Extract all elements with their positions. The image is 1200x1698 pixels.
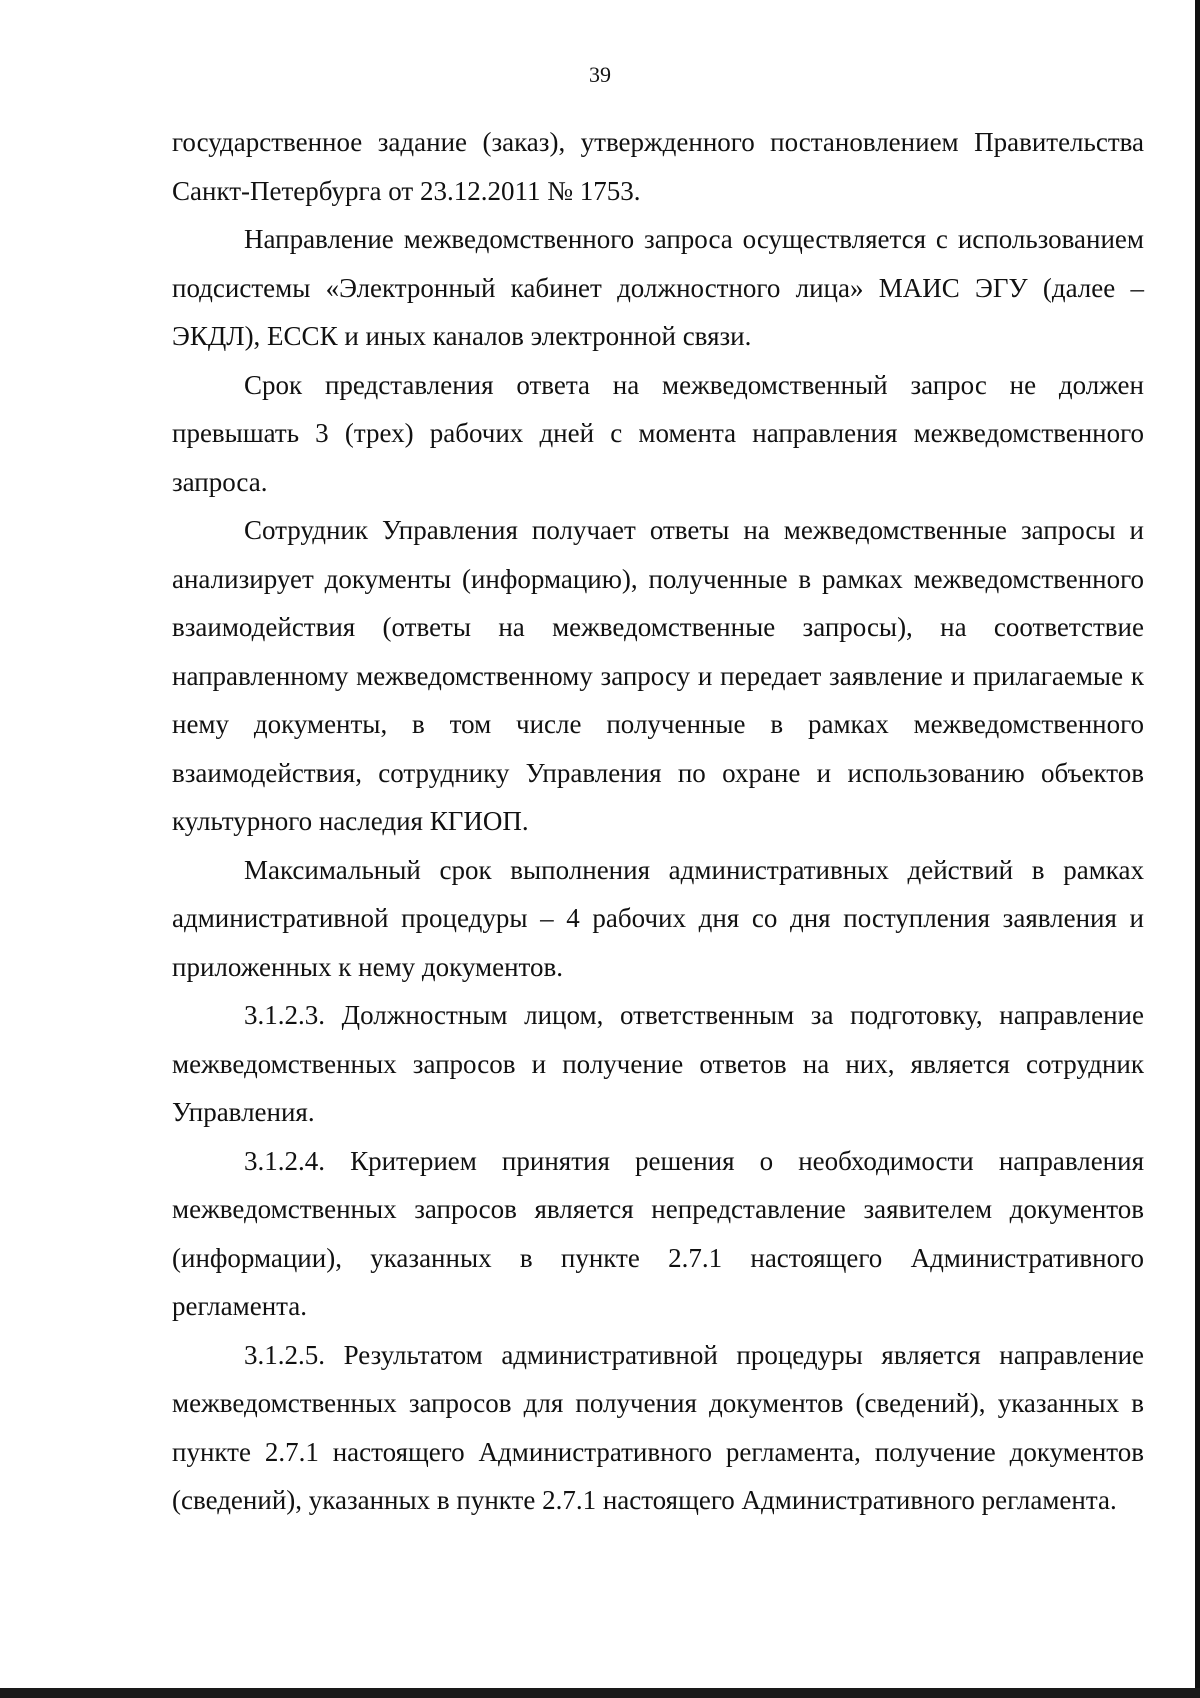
- paragraph-3-1-2-5: 3.1.2.5. Результатом административной процедуры является направление межведомственных запросов для получения документов (сведений), указанных в пункте 2.7.1 настоящего Административного регламента, получение документов (сведений), указанных в пункте 2.7.1 настоящего Административного регламента.: [172, 1339, 1144, 1515]
- document-body: [172, 118, 1144, 1525]
- paragraph-1-continuation: государственное задание (заказ), утвержденного постановлением Правительства Санкт-Петербурга от 23.12.2011 № 1753.: [172, 127, 1144, 206]
- page-number: 39: [589, 62, 611, 87]
- scan-edge-bottom: [0, 1688, 1200, 1698]
- scan-edge-right: [1195, 0, 1200, 1698]
- paragraph-3-1-2-3: 3.1.2.3. Должностным лицом, ответственным за подготовку, направление межведомственных запросов и получение ответов на них, является сотрудник Управления.: [172, 1000, 1144, 1127]
- paragraph-2: Направление межведомственного запроса осуществляется с использованием подсистемы «Электронный кабинет должностного лица» МАИС ЭГУ (далее – ЭКДЛ), ЕССК и иных каналов электронной связи.: [172, 224, 1144, 351]
- paragraph-4: Сотрудник Управления получает ответы на межведомственные запросы и анализирует документы (информацию), полученные в рамках межведомственного взаимодействия (ответы на межведомственные запросы), на соответствие направленному межведомственному запросу и передает заявление и прилагаемые к нему документы, в том числе полученные в рамках межведомственного взаимодействия, сотруднику Управления по охране и использованию объектов культурного наследия КГИОП.: [172, 515, 1144, 836]
- paragraph-3-1-2-4: 3.1.2.4. Критерием принятия решения о необходимости направления межведомственных запросов является непредставление заявителем документов (информации), указанных в пункте 2.7.1 настоящего Административного регламента.: [172, 1145, 1144, 1321]
- paragraph-5: Максимальный срок выполнения административных действий в рамках административной процедуры – 4 рабочих дня со дня поступления заявления и приложенных к нему документов.: [172, 854, 1144, 982]
- paragraph-3: Срок представления ответа на межведомственный запрос не должен превышать 3 (трех) рабочих дней с момента направления межведомственного запроса.: [172, 369, 1144, 497]
